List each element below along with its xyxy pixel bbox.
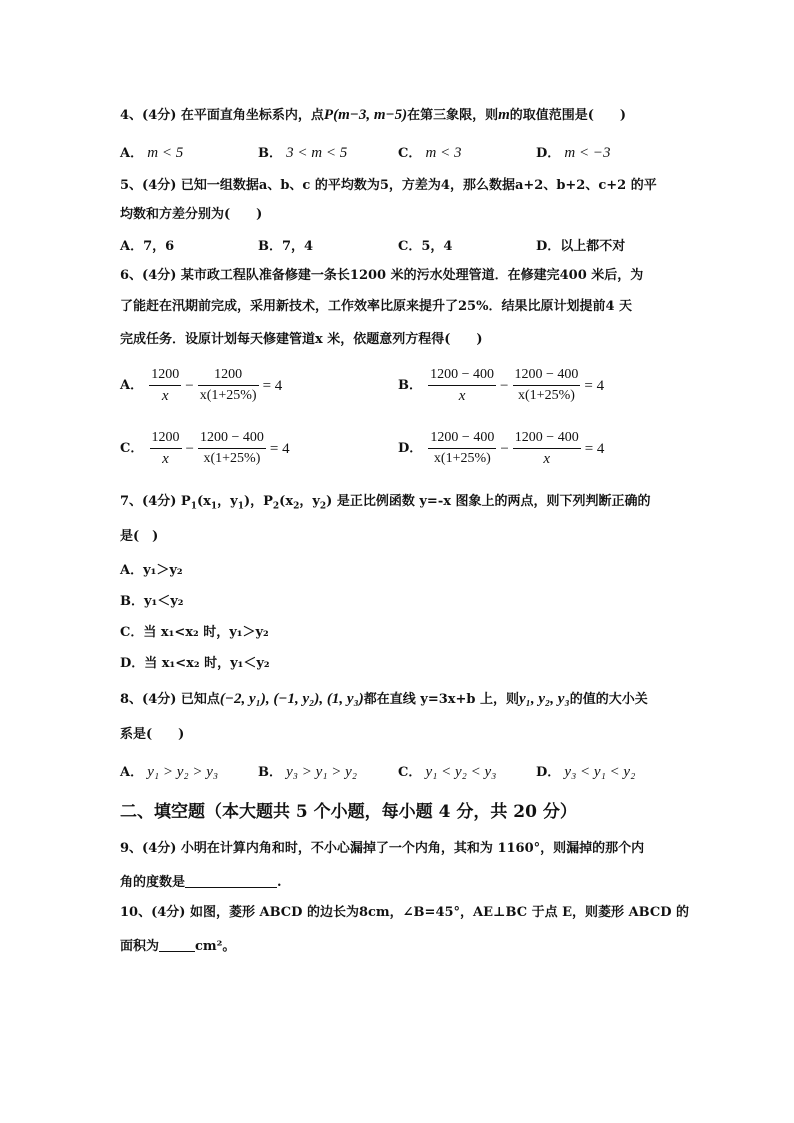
section-2-heading: 二、填空题（本大题共 5 个小题，每小题 4 分，共 20 分） (120, 802, 577, 822)
q7-option-b-text: y₁＜y₂ (144, 594, 184, 609)
q4-var: m (498, 107, 510, 123)
q6-d-frac2 (513, 429, 581, 468)
q7-option-a-text: y₁＞y₂ (143, 563, 183, 578)
q8-line1 (120, 690, 648, 709)
q6-b-rhs: = 4 (584, 377, 605, 394)
q8-option-a-math: y₁ > y₂ > y₃ (147, 764, 219, 780)
q6-c-frac1 (150, 429, 182, 468)
q6-a-n1: 1200 (149, 366, 181, 386)
q6-line2: 了能赶在汛期前完成，采用新技术，工作效率比原来提升了25%．结果比原计划提前4 天 (120, 299, 633, 314)
q4-stem (120, 106, 626, 125)
q7-l1-b: (x (196, 494, 211, 509)
q6-option-d-label: D． (398, 441, 423, 456)
q5-option-b-label: B． (258, 239, 282, 254)
q8-option-d-math: y₃ < y₁ < y₂ (564, 764, 636, 780)
q6-line3: 完成任务．设原计划每天修建管道x 米，依题意列方程得( ) (120, 332, 483, 347)
q7-sub-p2: 2 (272, 501, 280, 512)
q6-a-d1: x (161, 388, 169, 404)
q6-option-c-label: C． (120, 441, 144, 456)
q6-d-n1: 1200 − 400 (428, 429, 496, 449)
q7-sub-x1: 1 (210, 501, 218, 512)
q5-line2: 均数和方差分别为( ) (120, 207, 263, 222)
q6-c-frac2 (198, 429, 266, 468)
q4-option-d[interactable] (536, 144, 611, 163)
q7-option-b-label: B． (120, 594, 144, 609)
q6-option-a-label: A． (120, 378, 144, 393)
q7-option-c[interactable] (120, 624, 269, 642)
q6-b-n2: 1200 − 400 (513, 366, 581, 386)
q8-option-d-label: D． (536, 765, 561, 780)
q6-a-n2: 1200 (198, 366, 259, 386)
q6-a-frac2 (198, 366, 259, 405)
q7-option-a-label: A． (120, 563, 144, 578)
q7-sub-y2: 2 (319, 501, 327, 512)
q4-option-d-math: m < −3 (564, 145, 611, 161)
q7-sub-x2: 2 (293, 501, 300, 512)
q5-option-c-label: C． (398, 239, 422, 254)
q6-option-c[interactable] (120, 429, 292, 468)
q6-c-n1: 1200 (150, 429, 182, 449)
q4-prefix: 4、(4分) 在平面直角坐标系内，点 (120, 108, 324, 123)
q9-answer-blank[interactable] (185, 873, 277, 888)
q6-d-d2: x (543, 451, 551, 467)
q7-sub-y1: 1 (237, 501, 244, 512)
q6-b-frac2 (513, 366, 581, 405)
q8-option-a[interactable] (120, 763, 218, 782)
q7-l1-c: ，y (217, 494, 238, 509)
q6-d-rhs: = 4 (584, 440, 605, 457)
q9-line1: 9、(4分) 小明在计算内角和时，不小心漏掉了一个内角，其和为 1160°，则漏掉的那个内 (120, 841, 645, 856)
q8-option-c-math: y₁ < y₂ < y₃ (425, 764, 497, 780)
q8-option-c[interactable] (398, 763, 496, 782)
q7-option-a[interactable] (120, 562, 183, 580)
q4-option-c[interactable] (398, 144, 461, 163)
q8-l1-b: 都在直线 y=3x+b 上，则 (363, 692, 520, 707)
q10-l2-b: cm²。 (195, 939, 236, 954)
q6-d-frac1 (428, 429, 496, 468)
q8-points-math: (−2, y₁), (−1, y₂), (1, y₃) (219, 691, 364, 707)
q6-b-d1: x (458, 388, 466, 404)
q6-option-d[interactable] (398, 429, 606, 468)
q4-option-a-math: m < 5 (147, 145, 184, 161)
q8-option-c-label: C． (398, 765, 422, 780)
q7-l1-f: ，y (299, 494, 320, 509)
q6-b-d2: x(1+25%) (518, 388, 575, 403)
q7-option-b[interactable] (120, 593, 184, 611)
q7-line2: 是( ) (120, 529, 159, 544)
q5-option-d[interactable] (536, 238, 625, 256)
q4-suffix: 在第三象限，则 (407, 108, 499, 123)
q6-b-frac1 (428, 366, 496, 405)
q8-ys-math: y₁, y₂, y₃ (519, 691, 570, 707)
q6-d-minus: − (500, 440, 509, 457)
q6-line1: 6、(4分) 某市政工程队准备修建一条长1200 米的污水处理管道．在修建完400 米后，为 (120, 268, 644, 283)
q6-d-n2: 1200 − 400 (513, 429, 581, 449)
q6-c-d2: x(1+25%) (203, 451, 261, 466)
q7-l1-e: (x (279, 494, 294, 509)
q7-option-c-label: C． (120, 625, 144, 640)
q6-a-minus: − (185, 377, 194, 394)
q7-l1-d: )，P (243, 494, 273, 509)
q6-option-b-label: B． (398, 378, 422, 393)
q9-line2 (120, 873, 282, 892)
q5-line1: 5、(4分) 已知一组数据a、b、c 的平均数为5，方差为4，那么数据a+2、b+2、c+2 的平 (120, 178, 657, 193)
q8-option-b-math: y₃ > y₁ > y₂ (286, 764, 358, 780)
q5-option-a[interactable] (120, 238, 174, 256)
q9-l2-b: . (277, 875, 282, 890)
q10-l2-a: 面积为 (120, 939, 160, 954)
q7-option-d-label: D． (120, 656, 145, 671)
q4-option-c-math: m < 3 (425, 145, 462, 161)
q6-c-rhs: = 4 (269, 440, 290, 457)
q7-option-d-text: 当 x₁<x₂ 时，y₁＜y₂ (144, 656, 270, 671)
q7-line1 (120, 493, 651, 516)
q4-option-d-label: D． (536, 146, 561, 161)
q5-option-d-label: D． (536, 239, 561, 254)
q4-suffix2: 的取值范围是( ) (509, 108, 627, 123)
q10-answer-blank[interactable] (159, 937, 195, 952)
q6-c-minus: − (185, 440, 194, 457)
q4-option-b-math: 3 < m < 5 (286, 145, 348, 161)
q6-a-frac1 (149, 366, 181, 405)
q5-option-a-label: A． (120, 239, 144, 254)
q6-option-a[interactable] (120, 366, 284, 405)
q4-option-b-label: B． (258, 146, 282, 161)
q6-d-d1: x(1+25%) (433, 451, 491, 466)
q5-option-c-text: 5，4 (421, 239, 453, 254)
q6-a-rhs: = 4 (262, 377, 283, 394)
q6-b-minus: − (500, 377, 509, 394)
q7-l1-a: 7、(4分) P (120, 494, 191, 509)
q8-option-b[interactable] (258, 763, 357, 782)
q8-option-a-label: A． (120, 765, 144, 780)
q6-b-n1: 1200 − 400 (428, 366, 496, 386)
q8-option-d[interactable] (536, 763, 635, 782)
q7-option-d[interactable] (120, 655, 270, 673)
q6-c-n2: 1200 − 400 (198, 429, 266, 449)
q6-c-d1: x (162, 451, 169, 467)
q5-option-c[interactable] (398, 238, 452, 256)
q8-l1-c: 的值的大小关 (569, 692, 648, 707)
q5-option-d-text: 以上都不对 (560, 239, 626, 254)
q4-option-c-label: C． (398, 146, 422, 161)
q5-option-a-text: 7，6 (143, 239, 175, 254)
q5-option-b[interactable] (258, 238, 313, 256)
q8-line2: 系是( ) (120, 727, 185, 742)
q4-option-b[interactable] (258, 144, 347, 163)
q6-option-b[interactable] (398, 366, 606, 405)
q4-point-math: P(m−3, m−5) (323, 107, 408, 123)
q10-line1: 10、(4分) 如图，菱形 ABCD 的边长为8cm，∠B=45°，AE⊥BC 于点 E，则菱形 ABCD 的 (120, 905, 690, 920)
q7-option-c-text: 当 x₁<x₂ 时，y₁＞y₂ (143, 625, 269, 640)
q7-l1-g: ) 是正比例函数 y=-x 图象上的两点，则下列判断正确的 (326, 494, 651, 509)
q9-l2-a: 角的度数是 (120, 875, 186, 890)
q10-line2 (120, 937, 235, 956)
q4-option-a[interactable] (120, 144, 183, 163)
q6-a-d2: x(1+25%) (199, 388, 257, 403)
q8-l1-a: 8、(4分) 已知点 (120, 692, 220, 707)
q5-option-b-text: 7，4 (282, 239, 314, 254)
q4-option-a-label: A． (120, 146, 144, 161)
q8-option-b-label: B． (258, 765, 282, 780)
q7-sub-p1: 1 (190, 501, 197, 512)
